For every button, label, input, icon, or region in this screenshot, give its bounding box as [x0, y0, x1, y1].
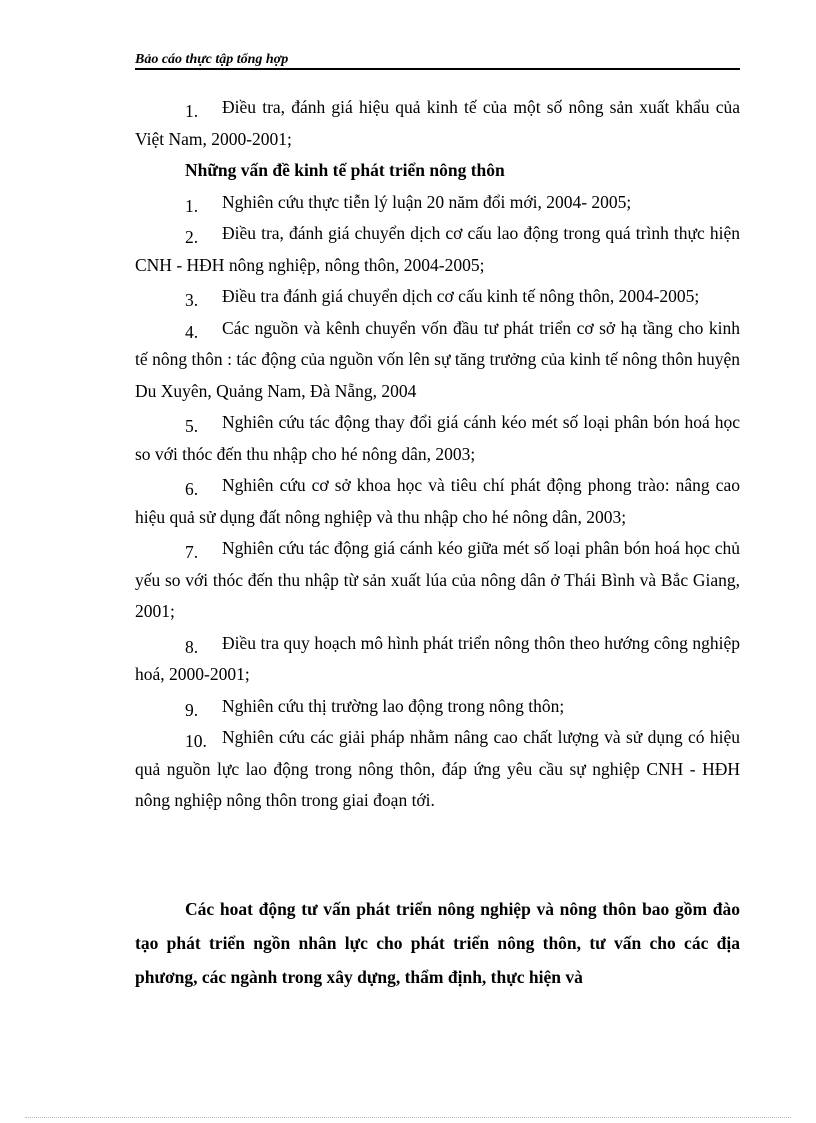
item-number: 2. [185, 227, 199, 247]
list-item [135, 218, 740, 281]
item-number: 5. [185, 416, 199, 436]
item-number: 1. [185, 101, 199, 121]
list-item [135, 533, 740, 628]
item-text: Nghiên cứu thị trường lao động trong nông thôn; [222, 695, 565, 716]
item-text: Nghiên cứu các giải pháp nhằm nâng cao chất lượng và sử dụng có hiệu quả nguồn lực lao động trong nông thôn, đáp ứng yêu cầu sự nghiệp CNH - HĐH nông nghiệp nông thôn trong giai đoạn tới. [135, 727, 740, 810]
list-item [135, 313, 740, 408]
list-item [135, 92, 740, 155]
list-item [135, 722, 740, 817]
list-item [135, 691, 740, 723]
item-number: 10. [185, 731, 207, 751]
item-text: Điều tra, đánh giá chuyển dịch cơ cấu lao động trong quá trình thực hiện CNH - HĐH nông nghiệp, nông thôn, 2004-2005; [135, 223, 740, 275]
list-item [135, 187, 740, 219]
list-item [135, 628, 740, 691]
item-number: 6. [185, 479, 199, 499]
item-number: 3. [185, 290, 199, 310]
item-text: Nghiên cứu thực tiễn lý luận 20 năm đổi mới, 2004- 2005; [222, 191, 632, 212]
section-heading: Những vấn đề kinh tế phát triển nông thôn [185, 160, 505, 180]
page-bottom-border [25, 1117, 791, 1118]
item-text: Điều tra quy hoạch mô hình phát triển nông thôn theo hướng công nghiệp hoá, 2000-2001; [135, 632, 740, 684]
list-item [135, 407, 740, 470]
list-item [135, 470, 740, 533]
item-text: Điều tra, đánh giá hiệu quả kinh tế của một số nông sản xuất khẩu của Việt Nam, 2000-2001; [135, 97, 740, 149]
closing-paragraph: Các hoat động tư vấn phát triển nông nghiệp và nông thôn bao gồm đào tạo phát triển ngồn nhân lực cho phát triển nông thôn, tư vấn cho các địa phương, các ngành trong xây dựng, thẩm định, thực hiện và [135, 899, 740, 987]
item-number: 1. [185, 195, 199, 216]
item-number: 7. [185, 542, 199, 562]
item-number: 8. [185, 636, 199, 657]
item-number: 9. [185, 699, 199, 720]
item-number: 4. [185, 321, 199, 342]
list-item [135, 281, 740, 313]
item-text: Nghiên cứu cơ sở khoa học và tiêu chí phát động phong trào: nâng cao hiệu quả sử dụng đất nông nghiệp và thu nhập cho hé nông dân, 2003; [135, 475, 740, 527]
item-text: Điều tra đánh giá chuyển dịch cơ cấu kinh tế nông thôn, 2004-2005; [222, 286, 700, 306]
header-title: Bảo cáo thực tập tổng hợp [135, 52, 289, 67]
item-text: Các nguồn và kênh chuyển vốn đầu tư phát triển cơ sở hạ tầng cho kinh tế nông thôn : tác động của nguồn vốn lên sự tăng trưởng của kinh tế nông thôn huyện Du Xuyên, Quảng Nam, Đà Nẵng, 2004 [135, 317, 740, 401]
page-header [135, 50, 740, 70]
document-body [135, 92, 740, 817]
item-text: Nghiên cứu tác động giá cánh kéo giữa mét số loại phân bón hoá học chủ yếu so với thóc đến thu nhập từ sản xuất lúa của nông dân ở Thái Bình và Bắc Giang, 2001; [135, 538, 740, 621]
item-text: Nghiên cứu tác động thay đổi giá cánh kéo mét số loại phân bón hoá học so với thóc đến thu nhập cho hé nông dân, 2003; [135, 412, 740, 464]
